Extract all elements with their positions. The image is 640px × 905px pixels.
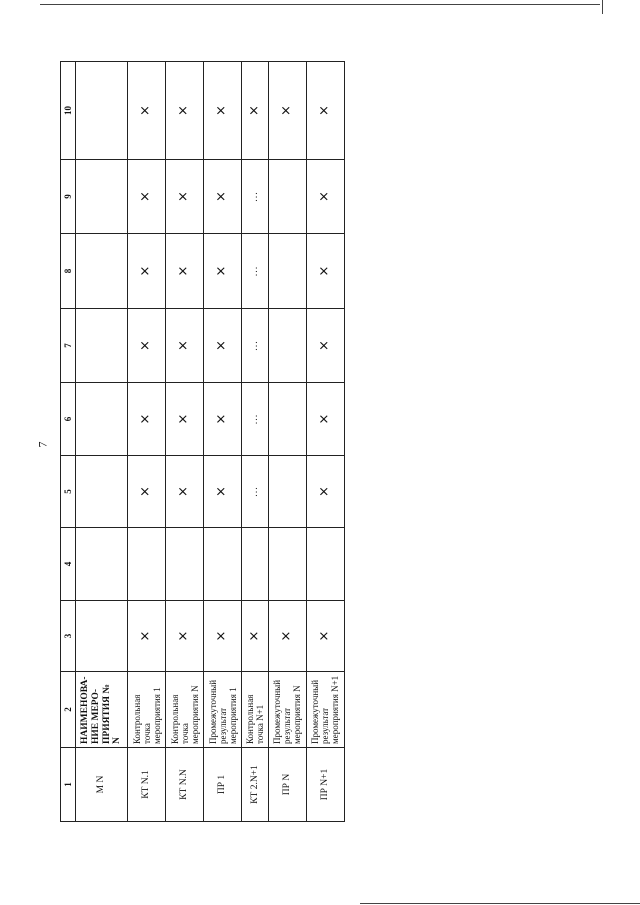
- empty-cell: [128, 528, 166, 601]
- empty-cell: [76, 601, 128, 672]
- col-header: 9: [61, 160, 76, 234]
- cross-mark-cell: ×: [204, 383, 242, 456]
- empty-cell: [268, 383, 306, 456]
- cross-mark-cell: ×: [166, 383, 204, 456]
- cross-mark-cell: ×: [166, 309, 204, 383]
- cross-mark-cell: ×: [128, 601, 166, 672]
- scan-edge-line-right: [602, 0, 603, 14]
- col-header: 6: [61, 383, 76, 456]
- row-name: Промежуточный результат мероприятия N+1: [306, 672, 344, 748]
- row-code: ПР 1: [204, 748, 242, 822]
- cross-mark-cell: ×: [242, 601, 269, 672]
- cross-mark-cell: ×: [306, 601, 344, 672]
- col-header: 4: [61, 528, 76, 601]
- table-row: [268, 62, 306, 822]
- empty-cell: [242, 528, 269, 601]
- page-number: 7: [35, 441, 50, 448]
- cross-mark-cell: ×: [306, 309, 344, 383]
- scan-edge-line-top: [40, 4, 600, 5]
- empty-cell: [76, 383, 128, 456]
- ellipsis-cell: ...: [242, 383, 269, 456]
- scan-edge-line-bottom: [360, 903, 640, 904]
- cross-mark-cell: ×: [268, 62, 306, 160]
- empty-cell: [76, 160, 128, 234]
- cross-mark-cell: ×: [204, 309, 242, 383]
- empty-cell: [76, 62, 128, 160]
- row-name: Промежуточный результат мероприятия N: [268, 672, 306, 748]
- cross-mark-cell: ×: [204, 601, 242, 672]
- cross-mark-cell: ×: [166, 601, 204, 672]
- rotated-table-container: [60, 62, 345, 822]
- cross-mark-cell: ×: [204, 160, 242, 234]
- empty-cell: [76, 456, 128, 528]
- cross-mark-cell: ×: [306, 456, 344, 528]
- cross-mark-cell: ×: [166, 456, 204, 528]
- cross-mark-cell: ×: [306, 62, 344, 160]
- cross-mark-cell: ×: [128, 62, 166, 160]
- cross-mark-cell: ×: [242, 62, 269, 160]
- cross-mark-cell: ×: [268, 601, 306, 672]
- cross-mark-cell: ×: [128, 456, 166, 528]
- empty-cell: [76, 234, 128, 309]
- col-header: 10: [61, 62, 76, 160]
- table-body: [76, 62, 345, 822]
- cross-mark-cell: ×: [128, 383, 166, 456]
- row-code: ПР N: [268, 748, 306, 822]
- col-header: 3: [61, 601, 76, 672]
- table-row: [306, 62, 344, 822]
- row-code: КТ 2.N+1: [242, 748, 269, 822]
- ellipsis-cell: ...: [242, 234, 269, 309]
- col-header: 7: [61, 309, 76, 383]
- row-code: M N: [76, 748, 128, 822]
- ellipsis-cell: ...: [242, 456, 269, 528]
- row-name: НАИМЕНОВА-НИЕ МЕРО-ПРИЯТИЯ № N: [76, 672, 128, 748]
- empty-cell: [166, 528, 204, 601]
- col-header: 5: [61, 456, 76, 528]
- cross-mark-cell: ×: [306, 234, 344, 309]
- empty-cell: [268, 528, 306, 601]
- empty-cell: [76, 528, 128, 601]
- row-name: Контрольная точка N+1: [242, 672, 269, 748]
- empty-cell: [76, 309, 128, 383]
- cross-mark-cell: ×: [166, 160, 204, 234]
- empty-cell: [306, 528, 344, 601]
- row-name: Контрольная точка мероприятия 1: [128, 672, 166, 748]
- ellipsis-cell: ...: [242, 309, 269, 383]
- cross-mark-cell: ×: [204, 234, 242, 309]
- ellipsis-cell: ...: [242, 160, 269, 234]
- table-row: [76, 62, 128, 822]
- cross-mark-cell: ×: [306, 160, 344, 234]
- table-row: [166, 62, 204, 822]
- table-row: [128, 62, 166, 822]
- cross-mark-cell: ×: [166, 234, 204, 309]
- cross-mark-cell: ×: [166, 62, 204, 160]
- empty-cell: [268, 456, 306, 528]
- schedule-table: [60, 61, 345, 822]
- row-code: КТ N.1: [128, 748, 166, 822]
- cross-mark-cell: ×: [306, 383, 344, 456]
- row-name: Промежуточный результат мероприятия 1: [204, 672, 242, 748]
- cross-mark-cell: ×: [204, 456, 242, 528]
- table-row: [242, 62, 269, 822]
- cross-mark-cell: ×: [128, 309, 166, 383]
- row-code: ПР N+1: [306, 748, 344, 822]
- empty-cell: [268, 234, 306, 309]
- cross-mark-cell: ×: [204, 62, 242, 160]
- cross-mark-cell: ×: [128, 160, 166, 234]
- row-name: Контрольная точка мероприятия N: [166, 672, 204, 748]
- table-row: [204, 62, 242, 822]
- row-code: КТ N.N: [166, 748, 204, 822]
- col-header: 1: [61, 748, 76, 822]
- empty-cell: [268, 160, 306, 234]
- col-header: 2: [61, 672, 76, 748]
- header-row: [61, 62, 76, 822]
- empty-cell: [204, 528, 242, 601]
- cross-mark-cell: ×: [128, 234, 166, 309]
- empty-cell: [268, 309, 306, 383]
- col-header: 8: [61, 234, 76, 309]
